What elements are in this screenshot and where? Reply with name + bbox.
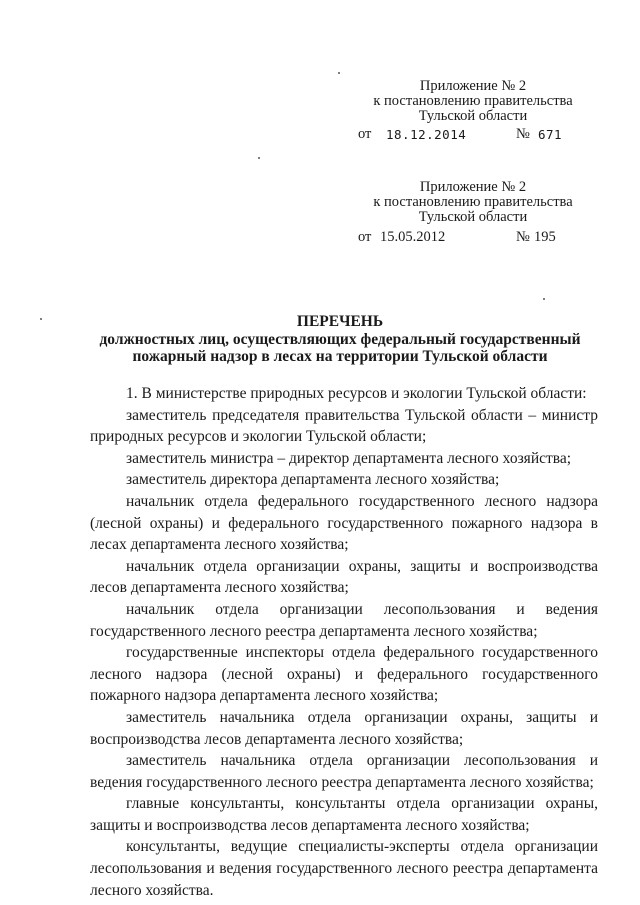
list-item: начальник отдела организации лесопользования и ведения государственного лесного реестра департамента лесного хозяйства; <box>90 600 598 640</box>
list-item: консультанты, ведущие специалисты-эксперты отдела организации лесопользования и ведения государственного лесного реестра департамента лесного хозяйства. <box>90 838 598 899</box>
heading-title: ПЕРЕЧЕНЬ <box>296 313 384 330</box>
appendix-reference: к постановлению правительства <box>373 194 573 210</box>
list-item: заместитель председателя правительства Тульской области – министр природных ресурсов и экологии Тульской области; <box>90 406 598 446</box>
list-item: государственные инспекторы отдела федерального государственного лесного надзора (лесной охраны) и федерального государственного пожарного надзора департамента лесного хозяйства; <box>90 644 598 705</box>
document-body <box>90 383 598 901</box>
date-value: 15.05.2012 <box>380 229 446 245</box>
heading-subtitle-line-1: должностных лиц, осуществляющих федеральный государственный <box>99 330 581 348</box>
date-label: от <box>358 229 372 245</box>
list-item: 1. В министерстве природных ресурсов и экологии Тульской области: <box>126 385 587 402</box>
appendix-header-current <box>348 79 598 124</box>
document-heading <box>80 313 600 366</box>
number-value: 195 <box>534 229 556 245</box>
appendix-header-original <box>348 180 598 225</box>
scan-speck <box>258 157 260 159</box>
date-value: 18.12.2014 <box>386 127 467 142</box>
list-item: заместитель начальника отдела организации лесопользования и ведения государственного лесного реестра департамента лесного хозяйства; <box>90 752 598 791</box>
scan-speck <box>543 298 545 300</box>
date-label: от <box>358 126 372 142</box>
number-label: № <box>516 126 530 142</box>
list-item: заместитель министра – директор департамента лесного хозяйства; <box>126 449 572 467</box>
scan-speck <box>40 318 42 320</box>
list-item: начальник отдела организации охраны, защиты и воспроизводства лесов департамента лесного хозяйства; <box>90 557 598 597</box>
list-item: заместитель директора департамента лесного хозяйства; <box>126 471 500 489</box>
number-value: 671 <box>538 127 563 142</box>
appendix-title: Приложение № 2 <box>419 78 527 94</box>
number-label: № <box>516 229 530 245</box>
appendix-reference: к постановлению правительства <box>373 93 573 109</box>
list-item: начальник отдела федерального государственного лесного надзора (лесной охраны) и федерального государственного пожарного надзора в лесах департамента лесного хозяйства; <box>90 492 598 554</box>
list-item: главные консультанты, консультанты отдела организации охраны, защиты и воспроизводства лесов департамента лесного хозяйства; <box>90 795 598 834</box>
appendix-title: Приложение № 2 <box>419 179 527 195</box>
appendix-region: Тульской области <box>418 209 528 225</box>
heading-subtitle-line-2: пожарный надзор в лесах на территории Тульской области <box>132 348 548 365</box>
list-item: заместитель начальника отдела организации охраны, защиты и воспроизводства лесов департамента лесного хозяйства; <box>90 708 598 748</box>
scan-speck <box>338 72 340 74</box>
appendix-region: Тульской области <box>418 108 528 124</box>
